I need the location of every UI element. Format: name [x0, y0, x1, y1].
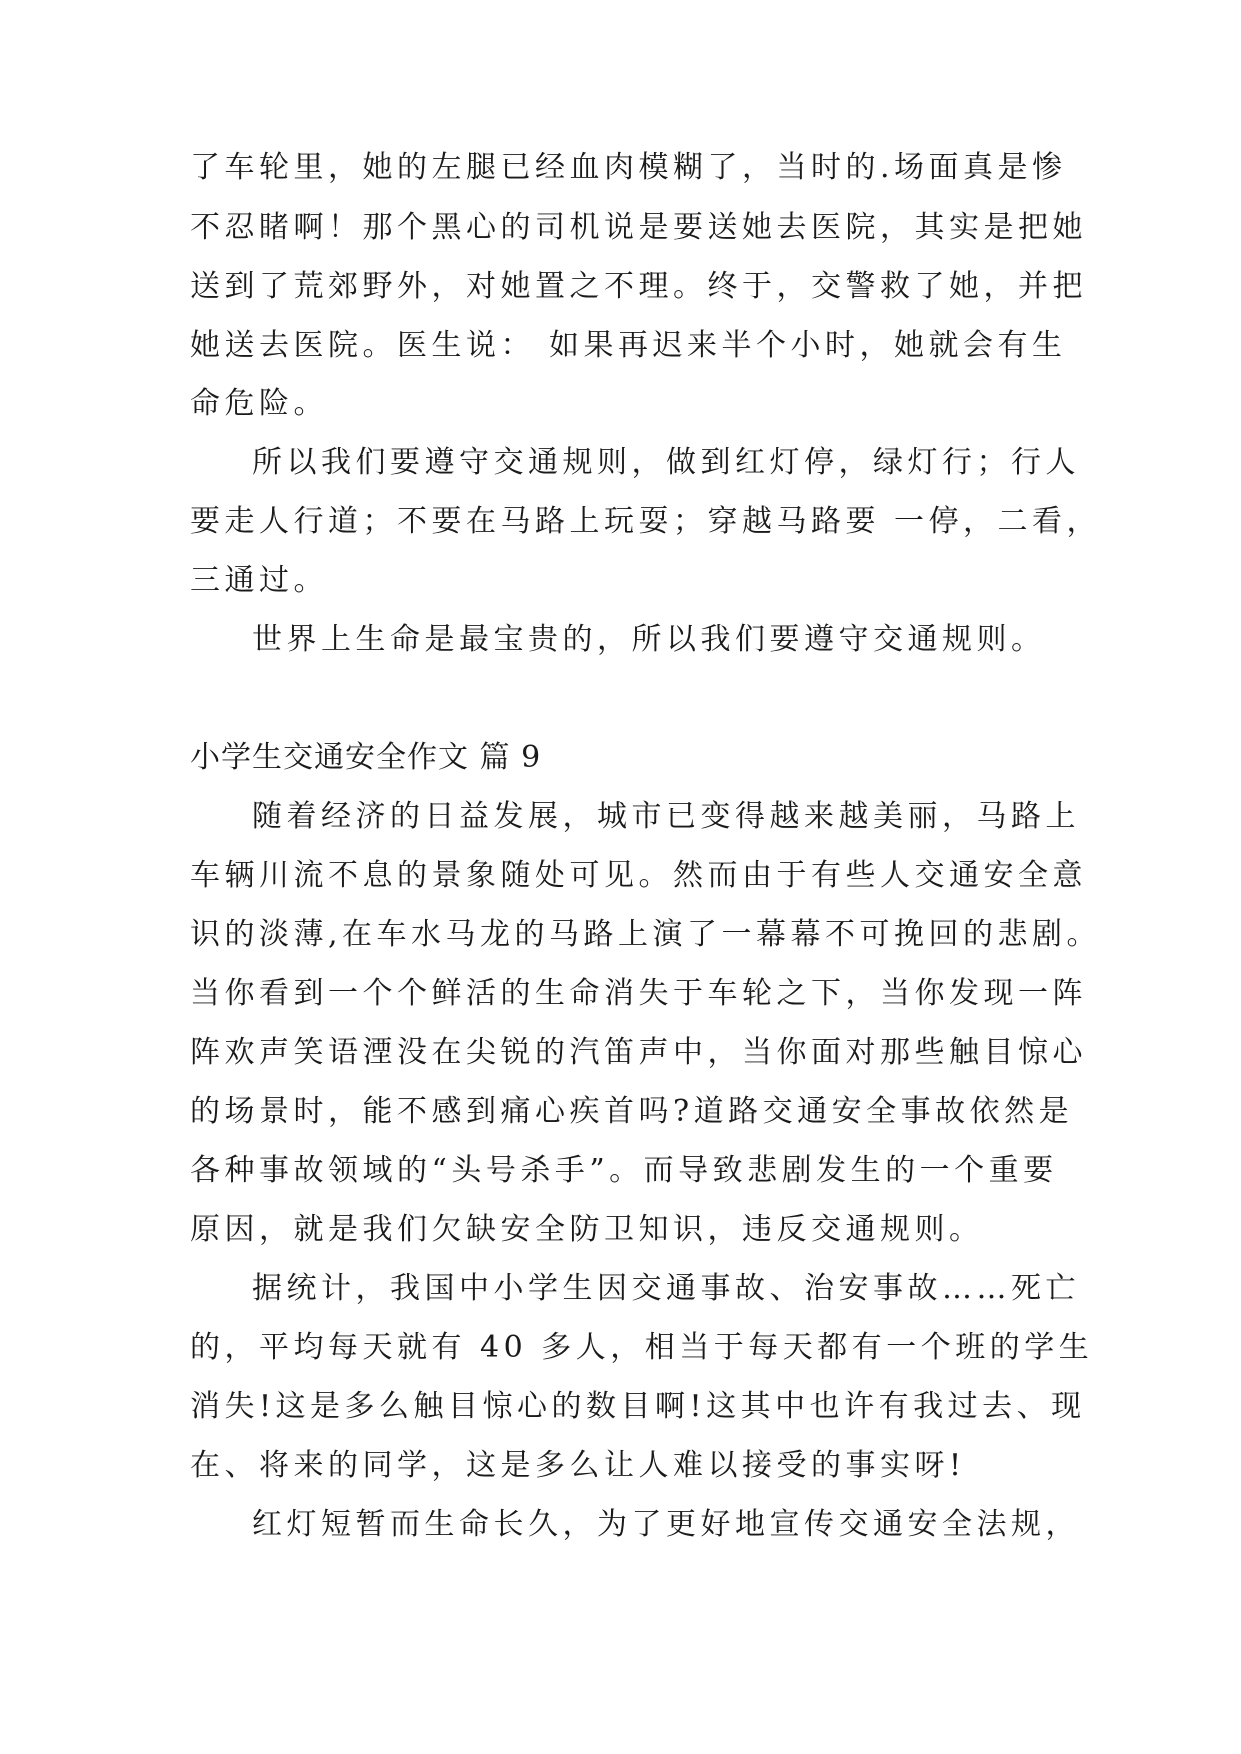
text-line: 红灯短暂而生命长久，为了更好地宣传交通安全法规，	[252, 1507, 1080, 1542]
text-line: 的场景时，能不感到痛心疾首吗?道路交通安全事故依然是	[190, 1094, 1074, 1129]
text-line: 世界上生命是最宝贵的，所以我们要遵守交通规则。	[252, 622, 1046, 657]
text-line: 了车轮里，她的左腿已经血肉模糊了，当时的.场面真是惨	[190, 150, 1067, 185]
text-line: 识的淡薄,在车水马龙的马路上演了一幕幕不可挽回的悲剧。	[190, 917, 1102, 952]
text-line: 三通过。	[190, 563, 328, 598]
text-line: 原因，就是我们欠缺安全防卫知识，违反交通规则。	[190, 1212, 984, 1247]
text-line: 所以我们要遵守交通规则，做到红灯停，绿灯行；行人	[252, 445, 1080, 480]
text-line: 命危险。	[190, 386, 328, 421]
text-line: 据统计，我国中小学生因交通事故、治安事故……死亡	[252, 1271, 1080, 1306]
text-line: 随着经济的日益发展，城市已变得越来越美丽，马路上	[252, 799, 1080, 834]
text-line: 不忍睹啊！那个黑心的司机说是要送她去医院，其实是把她	[190, 210, 1087, 245]
text-line: 消失!这是多么触目惊心的数目啊!这其中也许有我过去、现	[190, 1389, 1086, 1424]
essay-heading: 小学生交通安全作文 篇 9	[190, 740, 542, 775]
text-line: 她送去医院。医生说： 如果再迟来半个小时，她就会有生	[190, 328, 1067, 363]
text-line: 阵欢声笑语湮没在尖锐的汽笛声中，当你面对那些触目惊心	[190, 1035, 1087, 1070]
text-line: 的，平均每天就有 40 多人，相当于每天都有一个班的学生	[190, 1330, 1094, 1365]
text-line: 送到了荒郊野外，对她置之不理。终于，交警救了她，并把	[190, 269, 1087, 304]
text-line: 在、将来的同学，这是多么让人难以接受的事实呀!	[190, 1448, 966, 1483]
text-line: 车辆川流不息的景象随处可见。然而由于有些人交通安全意	[190, 858, 1087, 893]
text-line: 当你看到一个个鲜活的生命消失于车轮之下，当你发现一阵	[190, 976, 1087, 1011]
text-line: 要走人行道；不要在马路上玩耍；穿越马路要 一停，二看，	[190, 504, 1102, 539]
text-line: 各种事故领域的“头号杀手”。而导致悲剧发生的一个重要	[190, 1153, 1058, 1188]
